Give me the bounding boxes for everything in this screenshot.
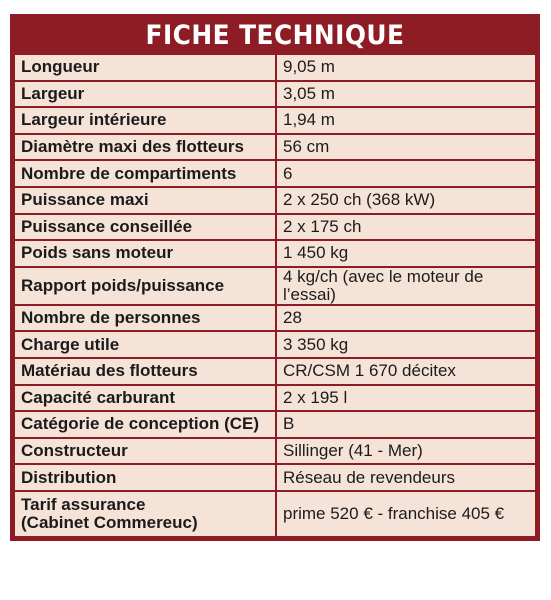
table-row <box>14 464 536 491</box>
row-label-diametre-flotteurs: Diamètre maxi des flotteurs <box>14 134 276 161</box>
row-label-longueur: Longueur <box>14 54 276 81</box>
table-row <box>14 54 536 81</box>
table-row <box>14 81 536 108</box>
row-label-charge-utile: Charge utile <box>14 331 276 358</box>
row-label-constructeur: Constructeur <box>14 438 276 465</box>
table-row <box>14 134 536 161</box>
table-row <box>14 491 536 537</box>
row-label-categorie-conception: Catégorie de conception (CE) <box>14 411 276 438</box>
table-row <box>14 240 536 267</box>
row-value-compartiments: 6 <box>276 160 536 187</box>
row-label-tarif-assurance <box>14 491 276 537</box>
row-value-charge-utile: 3 350 kg <box>276 331 536 358</box>
table-row <box>14 107 536 134</box>
table-row <box>14 267 536 305</box>
technical-spec-sheet <box>10 14 540 541</box>
row-label-puissance-conseillee: Puissance conseillée <box>14 214 276 241</box>
row-value-capacite-carburant: 2 x 195 l <box>276 385 536 412</box>
row-value-constructeur: Sillinger (41 - Mer) <box>276 438 536 465</box>
table-row <box>14 438 536 465</box>
row-value-puissance-maxi: 2 x 250 ch (368 kW) <box>276 187 536 214</box>
row-label-largeur-interieure: Largeur intérieure <box>14 107 276 134</box>
row-label-line-1: Tarif assurance <box>21 494 146 514</box>
row-label-materiau-flotteurs: Matériau des flotteurs <box>14 358 276 385</box>
row-value-largeur-interieure: 1,94 m <box>276 107 536 134</box>
table-row <box>14 187 536 214</box>
table-row <box>14 358 536 385</box>
row-value-poids-sans-moteur: 1 450 kg <box>276 240 536 267</box>
table-row <box>14 214 536 241</box>
row-value-rapport-poids-puissance: 4 kg/ch (avec le moteur de l’essai) <box>276 267 536 305</box>
table-row <box>14 411 536 438</box>
row-value-nombre-personnes: 28 <box>276 305 536 332</box>
row-label-puissance-maxi: Puissance maxi <box>14 187 276 214</box>
row-value-categorie-conception: B <box>276 411 536 438</box>
table-row <box>14 160 536 187</box>
table-row <box>14 305 536 332</box>
row-label-compartiments: Nombre de compartiments <box>14 160 276 187</box>
row-value-puissance-conseillee: 2 x 175 ch <box>276 214 536 241</box>
spec-table <box>13 53 537 538</box>
row-label-largeur: Largeur <box>14 81 276 108</box>
row-value-largeur: 3,05 m <box>276 81 536 108</box>
row-label-line-2: (Cabinet Commereuc) <box>21 512 198 532</box>
row-label-rapport-poids-puissance: Rapport poids/puissance <box>14 267 276 305</box>
row-label-distribution: Distribution <box>14 464 276 491</box>
row-value-distribution: Réseau de revendeurs <box>276 464 536 491</box>
spec-title: FICHE TECHNIQUE <box>145 19 405 51</box>
row-value-diametre-flotteurs: 56 cm <box>276 134 536 161</box>
row-value-tarif-assurance: prime 520 € - franchise 405 € <box>276 491 536 537</box>
row-label-nombre-personnes: Nombre de personnes <box>14 305 276 332</box>
table-row <box>14 385 536 412</box>
row-label-poids-sans-moteur: Poids sans moteur <box>14 240 276 267</box>
table-row <box>14 331 536 358</box>
row-label-capacite-carburant: Capacité carburant <box>14 385 276 412</box>
row-value-materiau-flotteurs: CR/CSM 1 670 décitex <box>276 358 536 385</box>
row-value-longueur: 9,05 m <box>276 54 536 81</box>
